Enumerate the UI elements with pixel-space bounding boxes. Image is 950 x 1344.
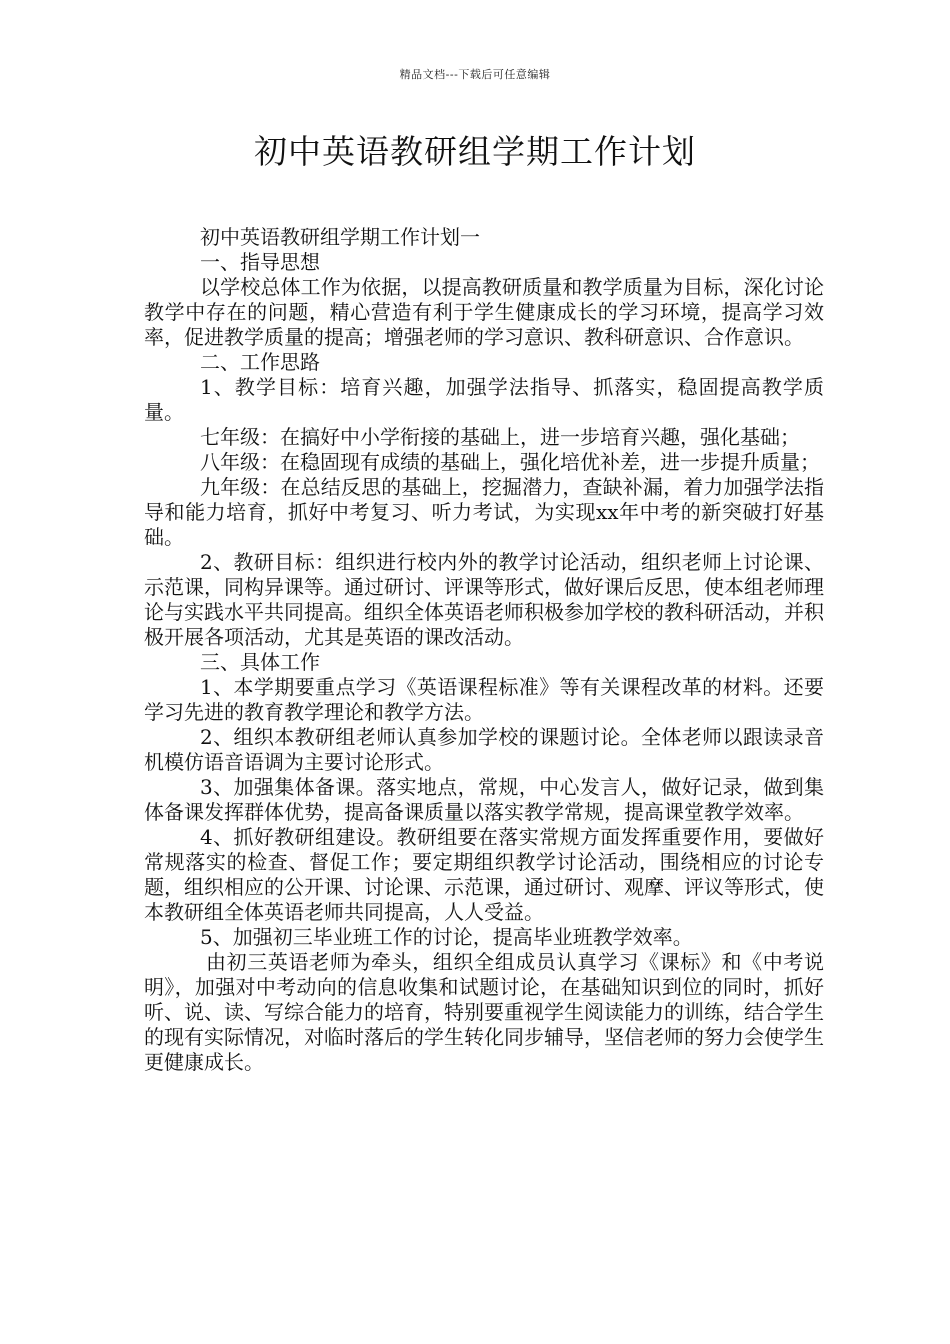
header-note: 精品文档---下载后可任意编辑 bbox=[399, 68, 551, 81]
paragraph: 1、教学目标：培育兴趣，加强学法指导、抓落实，稳固提高教学质量。 bbox=[144, 375, 824, 424]
paragraph: 七年级：在搞好中小学衔接的基础上，进一步培育兴趣，强化基础； bbox=[200, 425, 800, 449]
paragraph: 2、教研目标：组织进行校内外的教学讨论活动，组织老师上讨论课、示范课，同构异课等。通过研讨、评课等形式，做好课后反思，使本组老师理论与实践水平共同提高。组织全体英语老师积极参加学校的教科研活动，并积极开展各项活动，尤其是英语的课改活动。 bbox=[144, 550, 824, 649]
paragraph: 3、加强集体备课。落实地点，常规，中心发言人，做好记录，做到集体备课发挥群体优势，提高备课质量以落实教学常规，提高课堂教学效率。 bbox=[144, 775, 824, 824]
section-heading: 三、具体工作 bbox=[200, 650, 320, 674]
section-heading: 二、工作思路 bbox=[200, 350, 320, 374]
document-title: 初中英语教研组学期工作计划 bbox=[254, 132, 696, 171]
paragraph: 4、抓好教研组建设。教研组要在落实常规方面发挥重要作用，要做好常规落实的检查、督促工作；要定期组织教学讨论活动，围绕相应的讨论专题，组织相应的公开课、讨论课、示范课，通过研讨、观摩、评议等形式，使本教研组全体英语老师共同提高，人人受益。 bbox=[144, 825, 824, 924]
plan-subtitle: 初中英语教研组学期工作计划一 bbox=[200, 225, 480, 249]
paragraph: 由初三英语老师为牵头，组织全组成员认真学习《课标》和《中考说明》，加强对中考动向的信息收集和试题讨论，在基础知识到位的同时，抓好听、说、读、写综合能力的培育，特别要重视学生阅读能力的训练，结合学生的现有实际情况，对临时落后的学生转化同步辅导，坚信老师的努力会使学生更健康成长。 bbox=[144, 950, 824, 1074]
paragraph: 九年级：在总结反思的基础上，挖掘潜力，查缺补漏，着力加强学法指导和能力培育，抓好中考复习、听力考试，为实现xx年中考的新突破打好基础。 bbox=[144, 475, 824, 549]
paragraph: 5、加强初三毕业班工作的讨论，提高毕业班教学效率。 bbox=[200, 925, 693, 949]
section-heading: 一、指导思想 bbox=[200, 250, 320, 274]
paragraph: 以学校总体工作为依据，以提高教研质量和教学质量为目标，深化讨论教学中存在的问题，精心营造有利于学生健康成长的学习环境，提高学习效率，促进教学质量的提高；增强老师的学习意识、教科研意识、合作意识。 bbox=[144, 275, 824, 349]
paragraph: 1、本学期要重点学习《英语课程标准》等有关课程改革的材料。还要学习先进的教育教学理论和教学方法。 bbox=[144, 675, 824, 724]
document-body bbox=[144, 225, 824, 1075]
paragraph: 2、组织本教研组老师认真参加学校的课题讨论。全体老师以跟读录音机模仿语音语调为主要讨论形式。 bbox=[144, 725, 824, 774]
paragraph: 八年级：在稳固现有成绩的基础上，强化培优补差，进一步提升质量； bbox=[200, 450, 820, 474]
